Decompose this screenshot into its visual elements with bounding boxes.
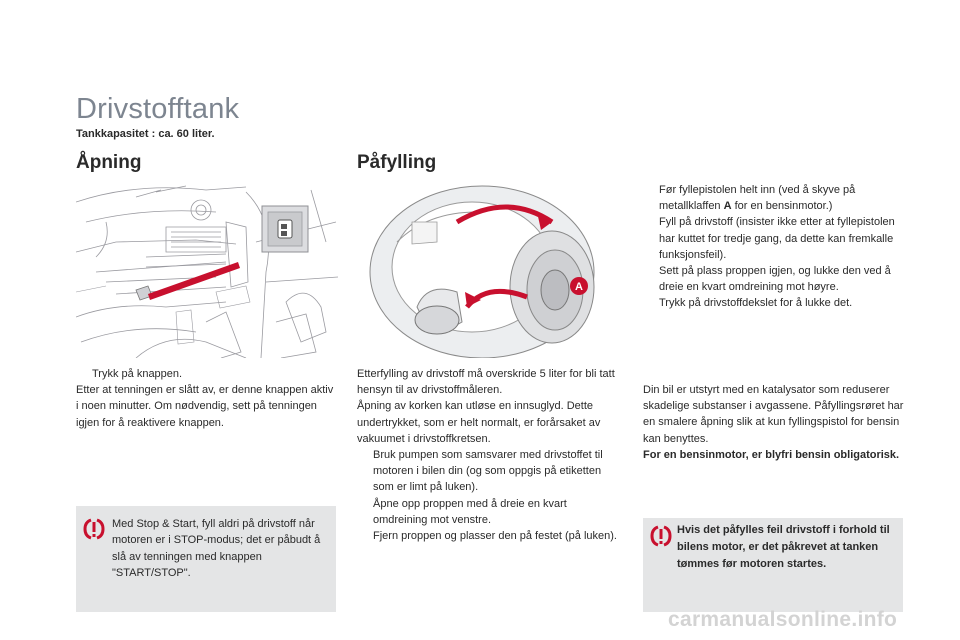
bullet-marker xyxy=(643,214,659,263)
opening-bullet xyxy=(76,366,338,382)
right-step-1-bold: A xyxy=(723,200,732,213)
right-step-text: Fyll på drivstoff (insister ikke etter at fyllepistolen har kuttet for tredje gang, da dette kan fremkalle funksjonsfeil). xyxy=(659,216,895,261)
filling-text-block xyxy=(357,366,619,544)
page-title: Drivstofftank xyxy=(76,93,240,125)
right-step-text: Trykk på drivstoffdekslet for å lukke det. xyxy=(659,297,853,310)
right-step xyxy=(643,182,905,214)
opening-warning-text: Med Stop & Start, fyll aldri på drivstoff når motoren er i STOP-modus; det er påbudt å slå av tenningen med knappen "START/STOP". xyxy=(112,518,321,580)
opening-text-block xyxy=(76,366,338,431)
filling-intro-2: Åpning av korken kan utløse en innsuglyd. Dette undertrykket, som er helt normalt, er forårsaket av vakuumet i drivstoffkretsen. xyxy=(357,400,601,445)
opening-paragraph: Etter at tenningen er slått av, er denne knappen aktiv i noen minutter. Om nødvendig, sett på tenningen igjen for å reaktivere knappen. xyxy=(76,384,334,429)
filling-intro-1: Etterfylling av drivstoff må overskride 5 liter for bli tatt hensyn til av drivstoffmåleren. xyxy=(357,368,615,397)
watermark: carmanualsonline.info xyxy=(668,608,898,631)
right-step-1-part-a: Før fyllepistolen helt inn (ved å skyve på metallklaffen xyxy=(659,184,856,213)
catalyst-block xyxy=(643,382,905,463)
right-step-1-part-b: for en bensinmotor.) xyxy=(731,200,833,213)
fuel-cap-drawing xyxy=(357,182,619,358)
warning-icon xyxy=(650,525,672,547)
right-step-text xyxy=(659,182,905,214)
bullet-marker xyxy=(357,496,373,528)
bullet-marker xyxy=(76,366,92,382)
filling-step xyxy=(357,496,619,528)
bullet-marker xyxy=(357,447,373,496)
fuel-warning-box xyxy=(643,518,903,612)
callout-a-label: A xyxy=(575,281,583,293)
filling-step-text: Åpne opp proppen med å dreie en kvart omdreining mot venstre. xyxy=(373,497,567,526)
right-steps-block xyxy=(643,182,905,312)
filling-heading: Påfylling xyxy=(357,152,437,173)
bullet-marker xyxy=(643,263,659,295)
page-subtitle: Tankkapasitet : ca. 60 liter. xyxy=(76,128,215,140)
right-step xyxy=(643,295,905,311)
dashboard-illustration xyxy=(76,182,338,358)
right-step xyxy=(643,263,905,295)
filling-step-text: Fjern proppen og plasser den på festet (på luken). xyxy=(373,530,617,543)
bullet-marker xyxy=(357,528,373,544)
fuel-warning-text: Hvis det påfylles feil drivstoff i forhold til bilens motor, er det påkrevet at tanken tømmes før motoren startes. xyxy=(677,524,890,570)
opening-warning-box xyxy=(76,506,336,612)
filling-step xyxy=(357,528,619,544)
opening-bullet-text: Trykk på knappen. xyxy=(92,368,183,380)
fuel-cap-illustration xyxy=(357,182,619,358)
opening-heading: Åpning xyxy=(76,152,142,173)
right-step xyxy=(643,214,905,263)
dashboard-drawing xyxy=(76,182,338,358)
bullet-marker xyxy=(643,182,659,214)
warning-icon xyxy=(83,518,105,540)
filling-step-text: Bruk pumpen som samsvarer med drivstoffet til motoren i bilen din (og som oppgis på etiketten som er limt på luken). xyxy=(373,449,603,494)
catalyst-bold-text: For en bensinmotor, er blyfri bensin obligatorisk. xyxy=(643,448,900,461)
bullet-marker xyxy=(643,295,659,311)
right-step-text: Sett på plass proppen igjen, og lukke den ved å dreie en kvart omdreining mot høyre. xyxy=(659,265,891,294)
catalyst-text: Din bil er utstyrt med en katalysator som reduserer skadelige substanser i avgassene. Påfyllingsrøret har en smalere åpning slik at kun fyllingspistol for bensin kan benyttes. xyxy=(643,384,904,445)
filling-step xyxy=(357,447,619,496)
